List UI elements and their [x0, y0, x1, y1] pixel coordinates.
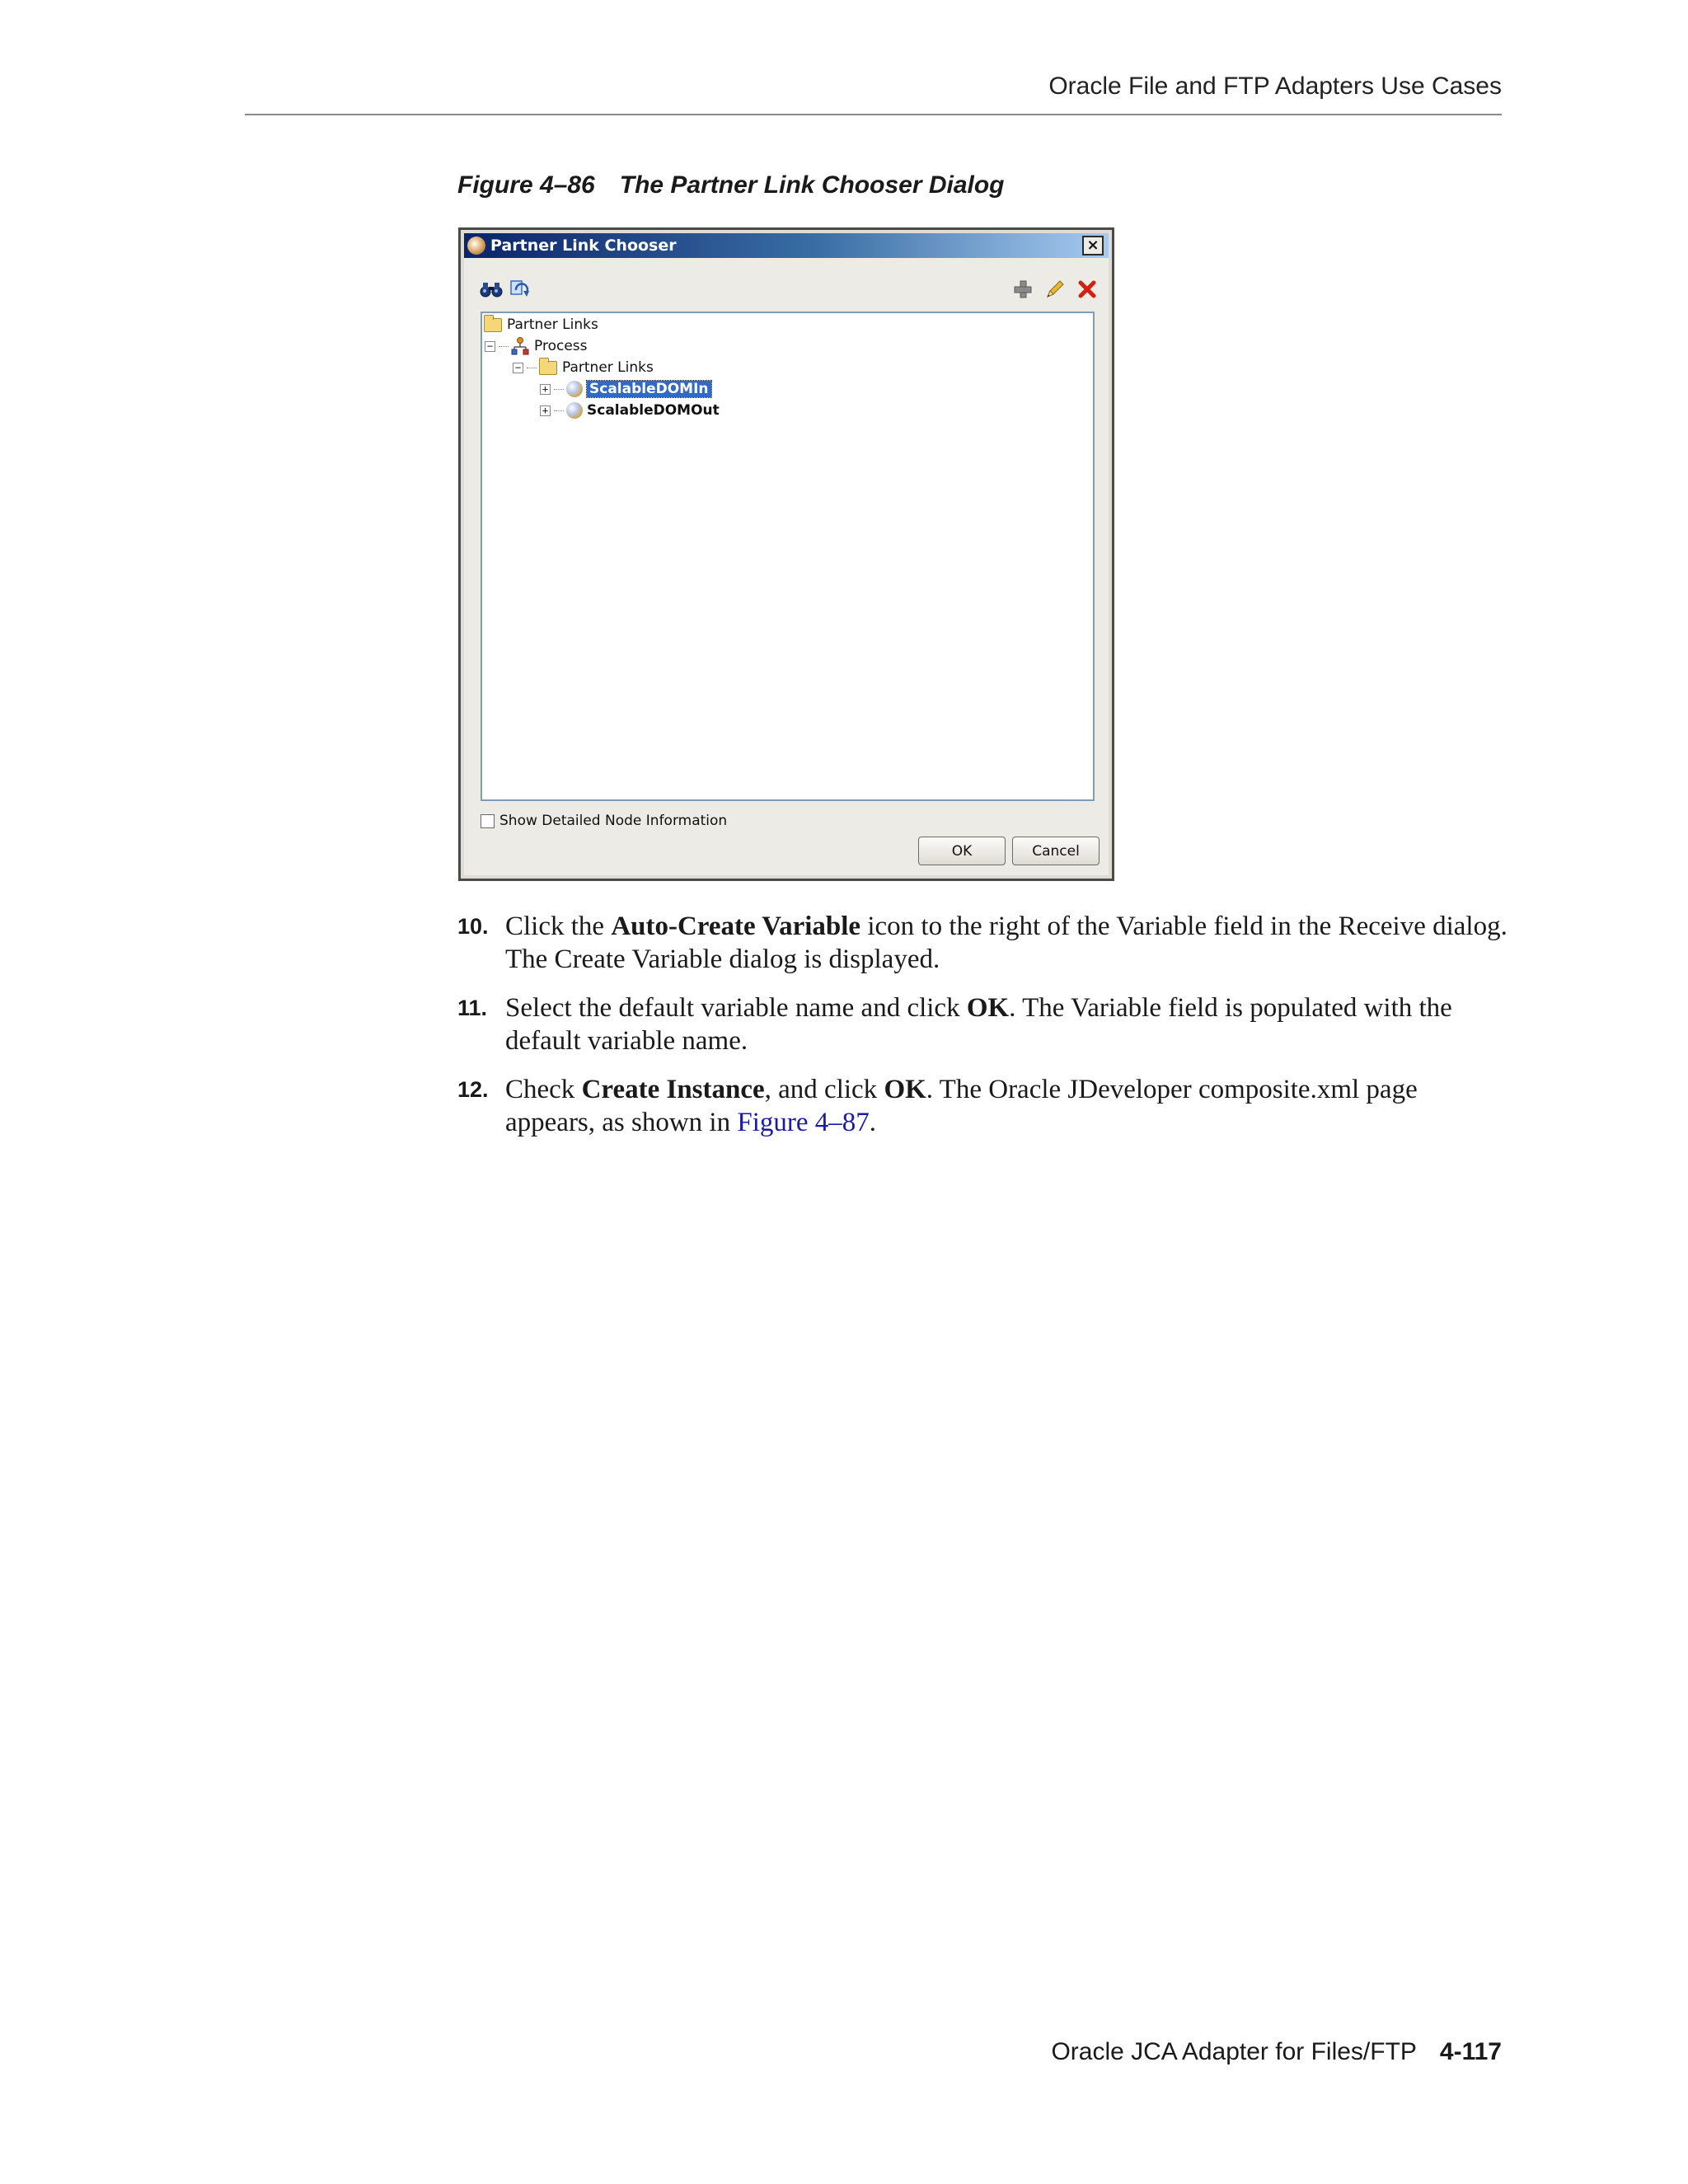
procedure-steps [457, 910, 1508, 1155]
tree-node-label: Partner Links [507, 316, 598, 333]
expand-icon[interactable]: + [540, 384, 551, 395]
binoculars-icon[interactable] [479, 278, 504, 301]
tree-node-scalabledomout[interactable] [540, 401, 720, 420]
partner-link-chooser-dialog [458, 227, 1114, 881]
tree-node-label: Process [534, 338, 588, 354]
figure-4-87-link[interactable]: Figure 4–87 [737, 1108, 870, 1137]
step-text: . The Oracle JDeveloper composite.xml page appears, as shown in [505, 1075, 1418, 1137]
show-detailed-node-info-option[interactable] [481, 813, 727, 829]
add-icon[interactable] [1010, 278, 1035, 301]
dialog-app-icon [467, 237, 485, 255]
header-rule [245, 114, 1502, 115]
tree-node-label: ScalableDOMIn [587, 381, 711, 397]
step-ui-term: OK [966, 993, 1010, 1023]
partner-link-icon [566, 402, 583, 419]
tree-node-partner-links[interactable] [513, 358, 654, 377]
checkbox-label: Show Detailed Node Information [499, 813, 728, 829]
footer-book-title: Oracle JCA Adapter for Files/FTP [1051, 2038, 1417, 2065]
step-number: 11. [457, 996, 488, 1020]
step-text: , and click [764, 1075, 884, 1104]
step-ui-term: OK [884, 1075, 926, 1104]
close-button[interactable] [1082, 236, 1104, 255]
show-detailed-node-info-checkbox[interactable] [481, 814, 495, 828]
step-text: . The Variable field is populated with the default variable name. [505, 993, 1452, 1056]
partner-link-icon [566, 381, 583, 397]
running-header: Oracle File and FTP Adapters Use Cases [1048, 73, 1502, 100]
dialog-titlebar[interactable] [464, 233, 1109, 258]
figure-title: The Partner Link Chooser Dialog [619, 171, 1005, 199]
tree-node-scalabledomin[interactable] [540, 379, 711, 399]
tree-connector [554, 389, 564, 390]
cancel-button[interactable]: Cancel [1012, 837, 1100, 865]
step-text: Check [505, 1075, 582, 1104]
folder-icon [484, 318, 502, 332]
expand-icon[interactable]: + [540, 405, 551, 416]
step-text: Select the default variable name and click [505, 993, 967, 1023]
refresh-icon[interactable] [508, 278, 532, 301]
step-ui-term: Auto-Create Variable [611, 912, 861, 941]
dialog-title: Partner Link Chooser [490, 237, 677, 255]
delete-x-icon[interactable] [1075, 278, 1100, 301]
dialog-body [464, 233, 1109, 875]
step-10 [457, 910, 1508, 976]
tree-connector [554, 410, 564, 411]
step-ui-term: Create Instance [581, 1075, 765, 1104]
edit-pencil-icon[interactable] [1043, 278, 1067, 301]
folder-icon [539, 361, 557, 375]
figure-number: Figure 4–86 [457, 171, 595, 199]
step-number: 10. [457, 914, 489, 939]
tree-node-label: Partner Links [562, 359, 654, 376]
process-icon [511, 337, 529, 355]
tree-node-label: ScalableDOMOut [587, 402, 720, 419]
step-11 [457, 991, 1508, 1057]
step-number: 12. [457, 1077, 489, 1102]
tree-node-process[interactable] [485, 336, 588, 356]
partner-links-tree[interactable] [481, 312, 1095, 801]
page-number: 4-117 [1439, 2038, 1502, 2065]
tree-node-partner-links-root[interactable] [484, 315, 598, 335]
figure-caption [457, 171, 1005, 199]
ok-button[interactable]: OK [918, 837, 1006, 865]
step-12 [457, 1073, 1508, 1139]
collapse-icon[interactable]: − [485, 341, 495, 352]
tree-connector [499, 346, 509, 347]
step-text: Click the [505, 912, 612, 941]
step-text: . [869, 1108, 877, 1137]
step-text: icon to the right of the Variable field in the Receive dialog. The Create Variable dialog is displayed. [505, 912, 1507, 974]
page-footer [1051, 2038, 1502, 2066]
close-icon: × [1086, 237, 1100, 254]
collapse-icon[interactable]: − [513, 363, 523, 373]
